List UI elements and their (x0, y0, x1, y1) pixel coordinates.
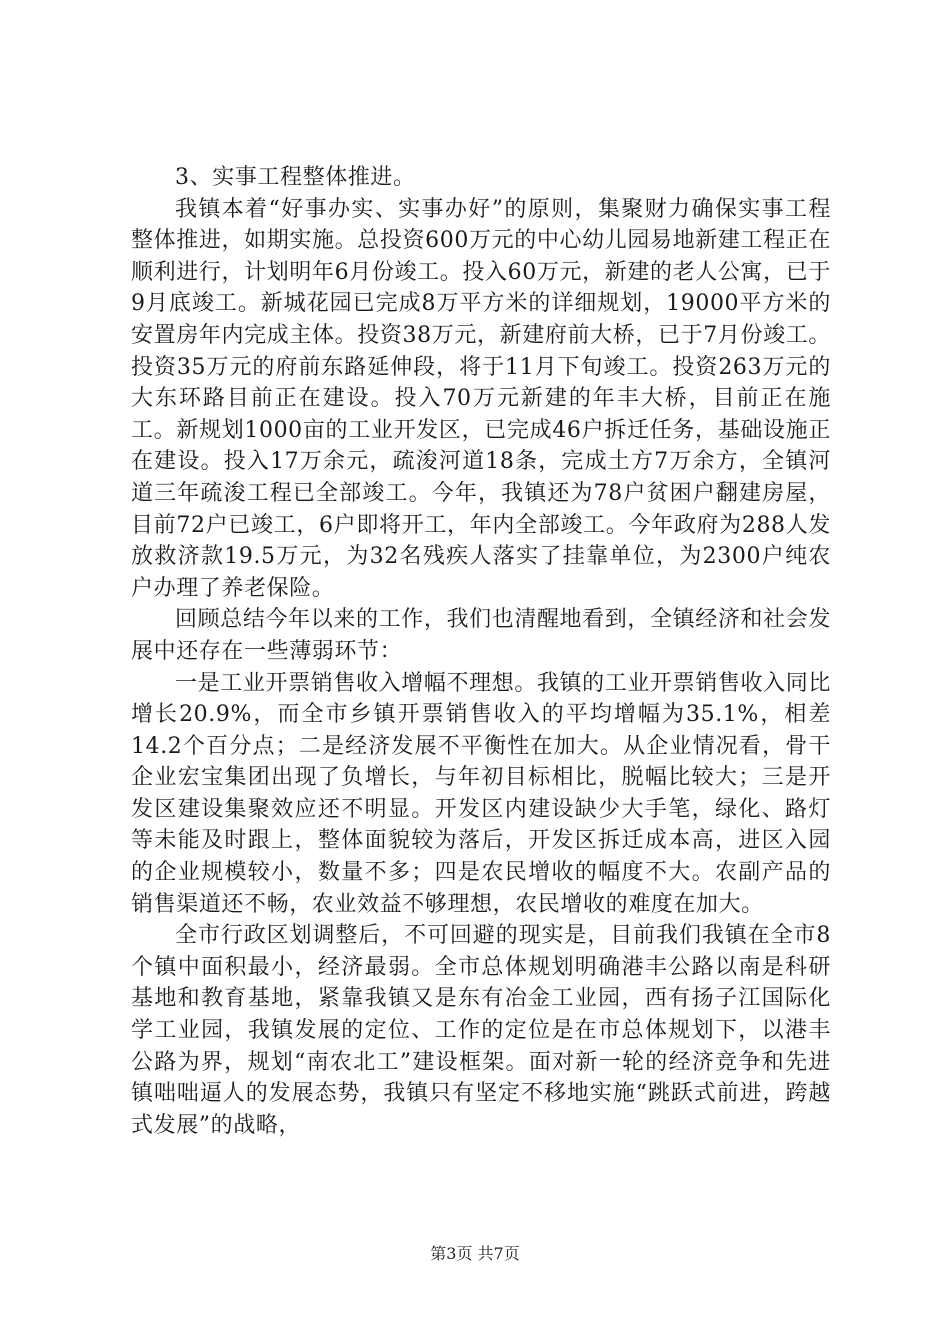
body-paragraph: 一是工业开票销售收入增幅不理想。我镇的工业开票销售收入同比增长20.9%，而全市乡镇开票销售收入的平均增幅为35.1%，相差14.2个百分点；二是经济发展不平衡性在加大。从企业情况看，骨干企业宏宝集团出现了负增长，与年初目标相比，脱幅比较大；三是开发区建设集聚效应还不明显。开发区内建设缺少大手笔，绿化、路灯等未能及时跟上，整体面貌较为落后，开发区拆迁成本高，进区入园的企业规模较小，数量不多；四是农民增收的幅度不大。农副产品的销售渠道还不畅，农业效益不够理想，农民增收的难度在加大。 (131, 670, 831, 917)
body-paragraph: 回顾总结今年以来的工作，我们也清醒地看到，全镇经济和社会发展中还存在一些薄弱环节： (131, 607, 831, 664)
document-body (131, 162, 831, 1141)
body-paragraph: 全市行政区划调整后，不可回避的现实是，目前我们我镇在全市8个镇中面积最小，经济最弱。全市总体规划明确港丰公路以南是科研基地和教育基地，紧靠我镇又是东有冶金工业园，西有扬子江国际化学工业园，我镇发展的定位、工作的定位是在市总体规划下，以港丰公路为界，规划“南农北工”建设框架。面对新一轮的经济竞争和先进镇咄咄逼人的发展态势，我镇只有坚定不移地实施“跳跃式前进，跨越式发展”的战略， (131, 923, 831, 1138)
body-paragraph: 我镇本着“好事办实、实事办好”的原则，集聚财力确保实事工程整体推进，如期实施。总投资600万元的中心幼儿园易地新建工程正在顺利进行，计划明年6月份竣工。投入60万元，新建的老人公寓，已于9月底竣工。新城花园已完成8万平方米的详细规划，19000平方米的安置房年内完成主体。投资38万元，新建府前大桥，已于7月份竣工。投资35万元的府前东路延伸段，将于11月下旬竣工。投资263万元的大东环路目前正在建设。投入70万元新建的年丰大桥，目前正在施工。新规划1000亩的工业开发区，已完成46户拆迁任务，基础设施正在建设。投入17万余元，疏浚河道18条，完成土方7万余方，全镇河道三年疏浚工程已全部竣工。今年，我镇还为78户贫困户翻建房屋，目前72户已竣工，6户即将开工，年内全部竣工。今年政府为288人发放救济款19.5万元，为32名残疾人落实了挂靠单位，为2300户纯农户办理了养老保险。 (131, 196, 831, 601)
section-heading: 3、实事工程整体推进。 (175, 165, 416, 190)
page-footer: 第3页 共7页 (430, 1244, 520, 1263)
